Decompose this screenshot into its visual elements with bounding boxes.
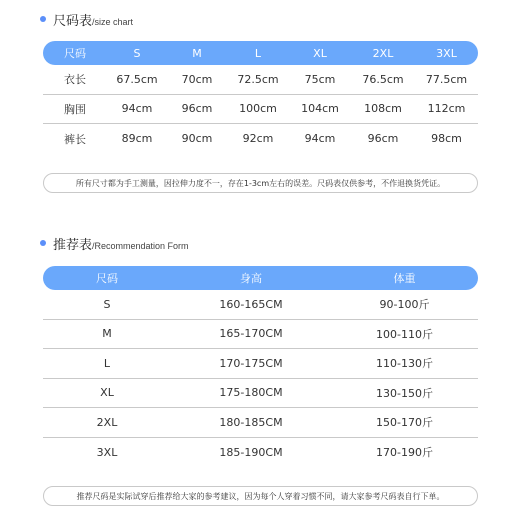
table-cell: 104cm <box>301 102 339 116</box>
recommendation-note: 推荐尺码是实际试穿后推荐给大家的参考建议，因为每个人穿着习惯不同，请大家参考尺码表自行下单。 <box>43 486 478 506</box>
header-cell: 尺码 <box>96 272 118 285</box>
recommendation-title-en: /Recommendation Form <box>92 241 189 251</box>
header-cell: L <box>254 46 262 60</box>
table-cell: 94cm <box>121 102 153 116</box>
table-cell: 98cm <box>431 132 462 146</box>
bullet-dot-icon <box>40 240 46 246</box>
size-chart-title-en: /size chart <box>92 17 134 27</box>
recommendation-title-cn: 推荐表 <box>53 238 93 253</box>
size-chart-title-cn: 尺码表 <box>53 14 93 29</box>
table-cell: 75cm <box>304 72 336 86</box>
table-cell: 96cm <box>181 102 213 116</box>
bullet-dot-icon <box>40 16 46 22</box>
table-row <box>43 379 478 409</box>
table-row <box>43 124 478 154</box>
table-cell: S <box>103 297 111 311</box>
table-cell: 175-180CM <box>219 386 283 400</box>
table-cell: 112cm <box>427 102 466 116</box>
table-cell: XL <box>100 386 114 400</box>
table-cell: 108cm <box>364 102 402 116</box>
table-row <box>43 320 478 350</box>
table-cell: M <box>102 327 112 341</box>
table-cell: 110-130斤 <box>376 357 433 371</box>
table-cell: 70cm <box>181 72 213 86</box>
table-row <box>43 408 478 438</box>
recommendation-table <box>43 266 478 467</box>
table-cell: 89cm <box>121 132 153 146</box>
recommendation-header <box>43 266 478 290</box>
table-cell: 77.5cm <box>425 72 468 86</box>
header-cell: S <box>133 46 141 60</box>
table-cell: 94cm <box>304 132 336 146</box>
recommendation-title <box>40 234 189 253</box>
table-row <box>43 438 478 468</box>
row-label: 裤长 <box>64 132 86 146</box>
table-cell: 3XL <box>96 445 118 459</box>
table-cell: 185-190CM <box>219 445 283 459</box>
size-chart-header <box>43 41 478 65</box>
table-cell: 100-110斤 <box>376 327 433 341</box>
table-row <box>43 290 478 320</box>
row-label: 衣长 <box>64 73 86 87</box>
table-cell: 100cm <box>239 102 277 116</box>
table-row <box>43 65 478 95</box>
size-chart-table <box>43 41 478 154</box>
table-cell: 90-100斤 <box>379 298 430 312</box>
table-cell: 170-175CM <box>219 356 283 370</box>
header-cell: XL <box>313 46 327 60</box>
row-label: 胸围 <box>64 102 86 116</box>
table-cell: 150-170斤 <box>376 416 433 430</box>
header-cell: 尺码 <box>64 47 86 60</box>
table-cell: 180-185CM <box>219 415 283 429</box>
table-row <box>43 349 478 379</box>
table-cell: 96cm <box>367 132 399 146</box>
table-cell: 130-150斤 <box>376 386 433 400</box>
table-cell: 72.5cm <box>237 72 279 86</box>
table-cell: 67.5cm <box>116 72 158 86</box>
header-cell: M <box>192 46 202 60</box>
table-cell: 170-190斤 <box>376 446 433 460</box>
table-row <box>43 95 478 125</box>
header-cell: 2XL <box>372 46 394 60</box>
header-cell: 3XL <box>436 46 457 60</box>
table-cell: 92cm <box>242 132 274 146</box>
table-cell: 165-170CM <box>219 327 283 341</box>
header-cell: 体重 <box>393 272 416 285</box>
table-cell: 160-165CM <box>219 297 283 311</box>
table-cell: L <box>103 356 111 370</box>
size-chart-title <box>40 10 133 29</box>
table-cell: 2XL <box>96 415 118 429</box>
table-cell: 76.5cm <box>362 72 404 86</box>
table-cell: 90cm <box>181 132 213 146</box>
size-chart-note: 所有尺寸都为手工测量，因拉伸力度不一，存在1-3cm左右的误差。尺码表仅供参考，不作退换货凭证。 <box>43 173 478 193</box>
header-cell: 身高 <box>240 272 262 285</box>
